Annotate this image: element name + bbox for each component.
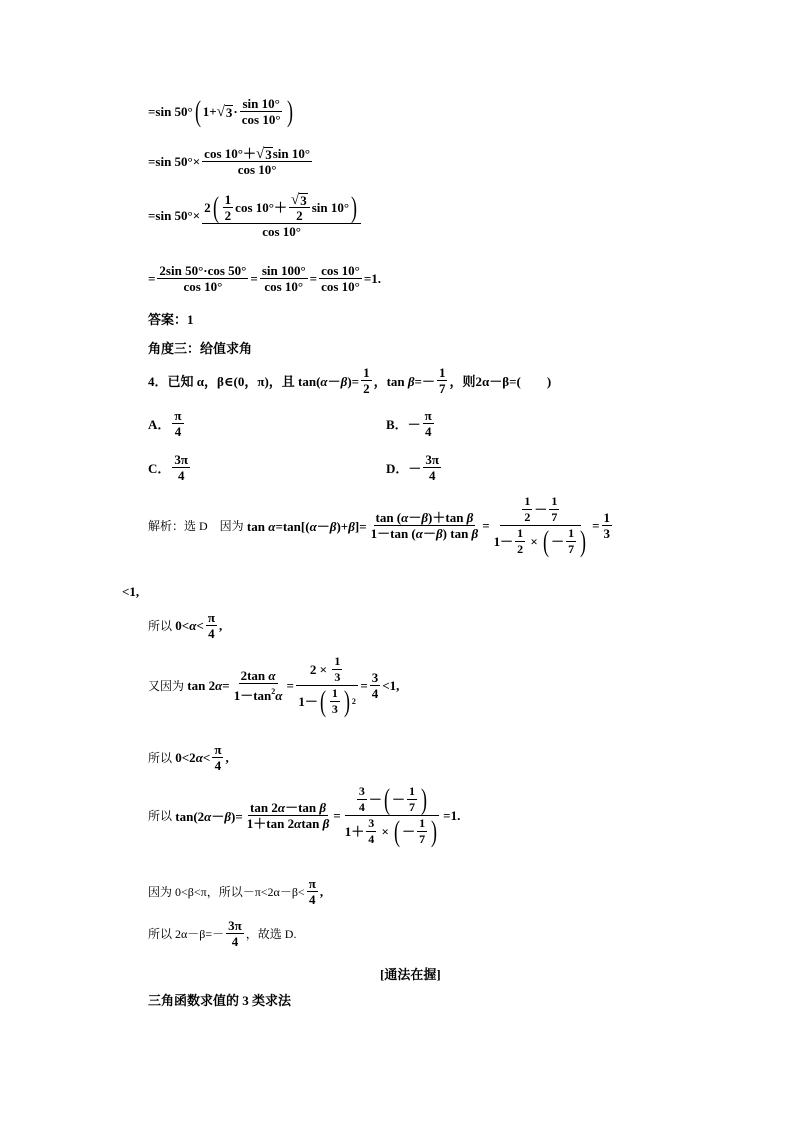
method-heading: 三角函数求值的 3 类求法 [148,993,292,1008]
option-c: C． $\frac{3\pi}{4}$ [148,452,189,483]
solution-line-1: 解析：选 D 因为 tan α=tan[(α－β)+β]= $\frac{\text{tan (α－β)＋tan β}}{\text{1－tan (α－β) tan β}}$ = $\frac{1}{2}$ － $\frac{1}{7}$ 1－ $\frac{1}{2}$ × ( － $\frac{1}{7}$ ) = $\frac{1}{3}$ [148,494,611,558]
solution-line-4: 所以 0<2α< $\frac{\pi}{4}$ , [148,742,229,773]
solution-line-3: 又因为 tan 2α= $\frac{\text{2tan α}}{1-\tan^2\alpha}$ = 2 × $\frac{1}{3}$ 1－ ( $\frac{1}{3}$ ) 2 = $\frac{3}{4}$ <1, [148,654,400,718]
answer-label: 答案：1 [148,312,194,327]
equation-line-2: =sin 50°× cos 10°＋ √ 3 sin 10° cos 10° [148,146,311,177]
section-heading: [通法在握] [380,967,441,982]
equation-line-1: =sin 50° ( 1+ √ 3 · $\frac{\sin 10^\circ}{\cos 10^\circ}$ ) [148,94,293,128]
solution-line-7: 所以 2α－β=－ $\frac{3\pi}{4}$ ，故选 D. [148,918,297,949]
question-4: 4．已知 α，β∈(0，π)，且 tan(α－β)= $\frac{1}{2}$ ，tan β=－ $\frac{1}{7}$ ， 则2α－β=( ) [148,365,552,396]
solution-line-6: 因为 0<β<π，所以－π<2α－β< $\frac{\pi}{4}$ , [148,876,324,907]
equation-line-3: =sin 50°× 2 ( $\frac{1}{2}$ cos 10°＋ √ 3 2 sin 10° ) cos 10° [148,192,363,239]
option-b: B．－ $\frac{\pi}{4}$ [386,408,432,439]
solution-line-5: 所以 tan(2α－β)= $\frac{\text{tan 2α－tan β}}{\text{1＋tan 2αtan β}}$ = $\frac{3}{4}$ － ( － $\frac{1}{7}$ ) 1＋ $\frac{3}{4}$ × ( － $\frac{1}{7}$ ) =1. [148,782,461,848]
solution-line-2: 所以 0<α< $\frac{\pi}{4}$ , [148,610,223,641]
option-d: D．－ $\frac{3\pi}{4}$ [386,452,440,483]
option-a: A． $\frac{\pi}{4}$ [148,408,182,439]
angle-heading: 角度三：给值求角 [148,341,253,356]
solution-lt-1: <1, [122,584,140,599]
equation-line-4: = $\frac{2\sin 50^\circ\cdot\cos 50^\circ}{\cos 10^\circ}$ = $\frac{\sin 100^\circ}{\cos 10^\circ}$ = $\frac{\cos 10^\circ}{\cos 10^\circ}$ =1. [148,263,382,294]
